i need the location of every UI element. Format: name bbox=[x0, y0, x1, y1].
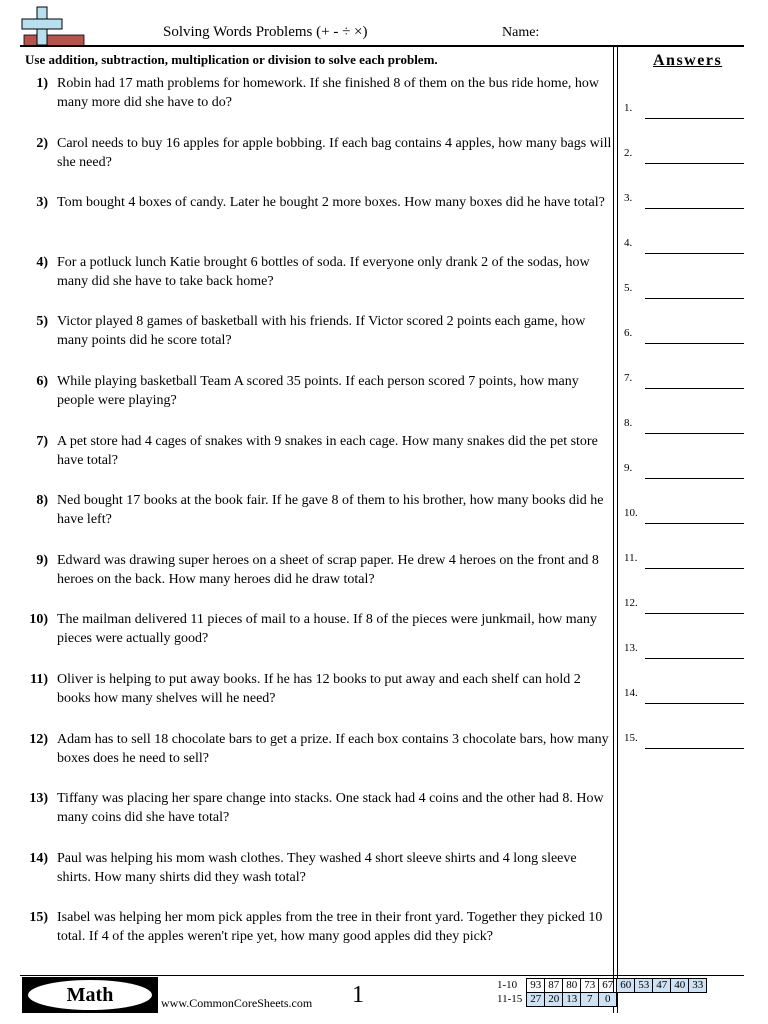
answer-number: 7. bbox=[624, 372, 633, 384]
problem-text: Carol needs to buy 16 apples for apple bobbing. If each bag contains 4 apples, how many bags will she need? bbox=[57, 135, 612, 170]
problem-text: A pet store had 4 cages of snakes with 9 snakes in each cage. How many snakes did the pet store have total? bbox=[57, 433, 598, 468]
problem-number: 10) bbox=[29, 612, 48, 628]
answer-blank[interactable] bbox=[645, 568, 744, 569]
score-cell: 67 bbox=[599, 979, 617, 993]
score-cell: 80 bbox=[563, 979, 581, 993]
math-logo bbox=[22, 977, 158, 1013]
score-cell: 33 bbox=[689, 979, 707, 993]
answer-number: 5. bbox=[624, 282, 633, 294]
problem-item bbox=[20, 372, 612, 432]
answer-item bbox=[624, 411, 746, 456]
answer-list bbox=[624, 96, 746, 771]
problem-text: Tiffany was placing her spare change into stacks. One stack had 4 coins and the other had 8. How many coins did she have total? bbox=[57, 791, 604, 826]
problem-item bbox=[20, 849, 612, 909]
page-number: 1 bbox=[352, 982, 364, 1008]
score-cell: 93 bbox=[527, 979, 545, 993]
answer-number: 9. bbox=[624, 462, 633, 474]
answer-blank[interactable] bbox=[645, 748, 744, 749]
answer-item bbox=[624, 141, 746, 186]
problem-item bbox=[20, 312, 612, 372]
problem-number: 15) bbox=[29, 910, 48, 926]
problem-item bbox=[20, 432, 612, 492]
answer-number: 1. bbox=[624, 102, 633, 114]
worksheet-title: Solving Words Problems (+ - ÷ ×) bbox=[163, 24, 368, 40]
problem-number: 14) bbox=[29, 850, 48, 866]
answer-item bbox=[624, 726, 746, 771]
problem-number: 5) bbox=[36, 314, 48, 330]
problem-item bbox=[20, 670, 612, 730]
score-cell: 60 bbox=[617, 979, 635, 993]
answer-item bbox=[624, 186, 746, 231]
answer-number: 14. bbox=[624, 687, 638, 699]
problem-text: Oliver is helping to put away books. If he has 12 books to put away and each shelf can hold 2 books how many shelves will he need? bbox=[57, 671, 581, 706]
problem-number: 4) bbox=[36, 254, 48, 270]
website-url: www.CommonCoreSheets.com bbox=[161, 996, 313, 1010]
answer-blank[interactable] bbox=[645, 118, 744, 119]
problem-number: 9) bbox=[36, 552, 48, 568]
problem-text: Victor played 8 games of basketball with his friends. If Victor scored 2 points each game, how many points did he score total? bbox=[57, 314, 586, 349]
answer-blank[interactable] bbox=[645, 478, 744, 479]
problem-number: 7) bbox=[36, 433, 48, 449]
problem-text: Isabel was helping her mom pick apples from the tree in their front yard. Together they picked 10 total. If 4 of the apples weren't ripe yet, how many good apples did they pick? bbox=[57, 910, 603, 945]
answer-number: 13. bbox=[624, 642, 638, 654]
score-table bbox=[497, 978, 707, 1007]
problem-number: 3) bbox=[36, 195, 48, 211]
problem-item bbox=[20, 491, 612, 551]
name-label: Name: bbox=[502, 25, 540, 40]
score-cell: 53 bbox=[635, 979, 653, 993]
answer-blank[interactable] bbox=[645, 703, 744, 704]
problem-text: Robin had 17 math problems for homework. If she finished 8 of them on the bus ride home, how many more did she have to do? bbox=[57, 76, 600, 110]
problem-number: 6) bbox=[36, 373, 48, 389]
problem-item bbox=[20, 730, 612, 790]
answer-item bbox=[624, 456, 746, 501]
problem-text: Ned bought 17 books at the book fair. If he gave 8 of them to his brother, how many books did he have left? bbox=[57, 493, 604, 528]
answer-item bbox=[624, 321, 746, 366]
problem-number: 2) bbox=[36, 135, 48, 151]
answer-number: 4. bbox=[624, 237, 633, 249]
answer-item bbox=[624, 231, 746, 276]
score-cell: 13 bbox=[563, 993, 581, 1007]
score-row-label: 1-10 bbox=[497, 979, 518, 991]
problem-number: 11) bbox=[30, 671, 48, 687]
problem-text: Paul was helping his mom wash clothes. They washed 4 short sleeve shirts and 4 long sleeve shirts. How many shirts did they wash total? bbox=[57, 850, 577, 885]
plus-logo-icon bbox=[20, 6, 86, 48]
score-cell: 40 bbox=[671, 979, 689, 993]
problem-text: Edward was drawing super heroes on a sheet of scrap paper. He drew 4 heroes on the front and 8 heroes on the back. How many heroes did he draw total? bbox=[57, 552, 599, 587]
score-cell: 73 bbox=[581, 979, 599, 993]
answer-number: 8. bbox=[624, 417, 633, 429]
problem-item bbox=[20, 908, 612, 968]
answer-blank[interactable] bbox=[645, 613, 744, 614]
footer-divider bbox=[20, 975, 744, 976]
problem-list bbox=[20, 74, 612, 968]
answer-blank[interactable] bbox=[645, 298, 744, 299]
answer-blank[interactable] bbox=[645, 658, 744, 659]
score-row bbox=[497, 993, 707, 1007]
answer-number: 6. bbox=[624, 327, 633, 339]
score-cell: 7 bbox=[581, 993, 599, 1007]
problem-text: Tom bought 4 boxes of candy. Later he bought 2 more boxes. How many boxes did he have total? bbox=[57, 195, 605, 211]
math-logo-label: Math bbox=[28, 980, 152, 1010]
problem-number: 8) bbox=[36, 493, 48, 509]
score-cell: 27 bbox=[527, 993, 545, 1007]
instructions: Use addition, subtraction, multiplication or division to solve each problem. bbox=[25, 52, 438, 67]
answers-heading: Answers bbox=[653, 52, 723, 69]
answer-item bbox=[624, 96, 746, 141]
problem-item bbox=[20, 193, 612, 253]
score-cell: 20 bbox=[545, 993, 563, 1007]
answer-number: 11. bbox=[624, 552, 638, 564]
answer-blank[interactable] bbox=[645, 388, 744, 389]
answer-number: 15. bbox=[624, 732, 638, 744]
problem-text: The mailman delivered 11 pieces of mail to a house. If 8 of the pieces were junkmail, how many pieces were actually good? bbox=[57, 612, 597, 647]
answer-item bbox=[624, 591, 746, 636]
problem-item bbox=[20, 253, 612, 313]
column-divider bbox=[613, 47, 618, 1013]
score-row bbox=[497, 979, 707, 993]
problem-number: 13) bbox=[29, 791, 48, 807]
answer-item bbox=[624, 501, 746, 546]
answer-blank[interactable] bbox=[645, 343, 744, 344]
score-row-label: 11-15 bbox=[497, 993, 523, 1005]
problem-text: While playing basketball Team A scored 35 points. If each person scored 7 points, how many people were playing? bbox=[57, 373, 579, 408]
problem-text: Adam has to sell 18 chocolate bars to get a prize. If each box contains 3 chocolate bars, how many boxes does he need to sell? bbox=[57, 731, 609, 766]
problem-item bbox=[20, 74, 612, 134]
answer-number: 2. bbox=[624, 147, 633, 159]
problem-number: 1) bbox=[36, 76, 48, 91]
answer-blank[interactable] bbox=[645, 523, 744, 524]
answer-item bbox=[624, 681, 746, 726]
answer-item bbox=[624, 546, 746, 591]
answer-number: 10. bbox=[624, 507, 638, 519]
answer-blank[interactable] bbox=[645, 208, 744, 209]
problem-item bbox=[20, 789, 612, 849]
problem-item bbox=[20, 134, 612, 194]
header-divider bbox=[20, 45, 744, 47]
answer-item bbox=[624, 366, 746, 411]
problem-item bbox=[20, 610, 612, 670]
problem-item bbox=[20, 551, 612, 611]
score-cell: 87 bbox=[545, 979, 563, 993]
problem-number: 12) bbox=[29, 731, 48, 747]
answer-blank[interactable] bbox=[645, 433, 744, 434]
answer-number: 12. bbox=[624, 597, 638, 609]
problem-text: For a potluck lunch Katie brought 6 bottles of soda. If everyone only drank 2 of the sodas, how many did she have to take back home? bbox=[57, 254, 590, 289]
answer-number: 3. bbox=[624, 192, 633, 204]
answer-blank[interactable] bbox=[645, 253, 744, 254]
answer-item bbox=[624, 636, 746, 681]
score-cell: 0 bbox=[599, 993, 617, 1007]
answer-item bbox=[624, 276, 746, 321]
answer-blank[interactable] bbox=[645, 163, 744, 164]
score-cell: 47 bbox=[653, 979, 671, 993]
